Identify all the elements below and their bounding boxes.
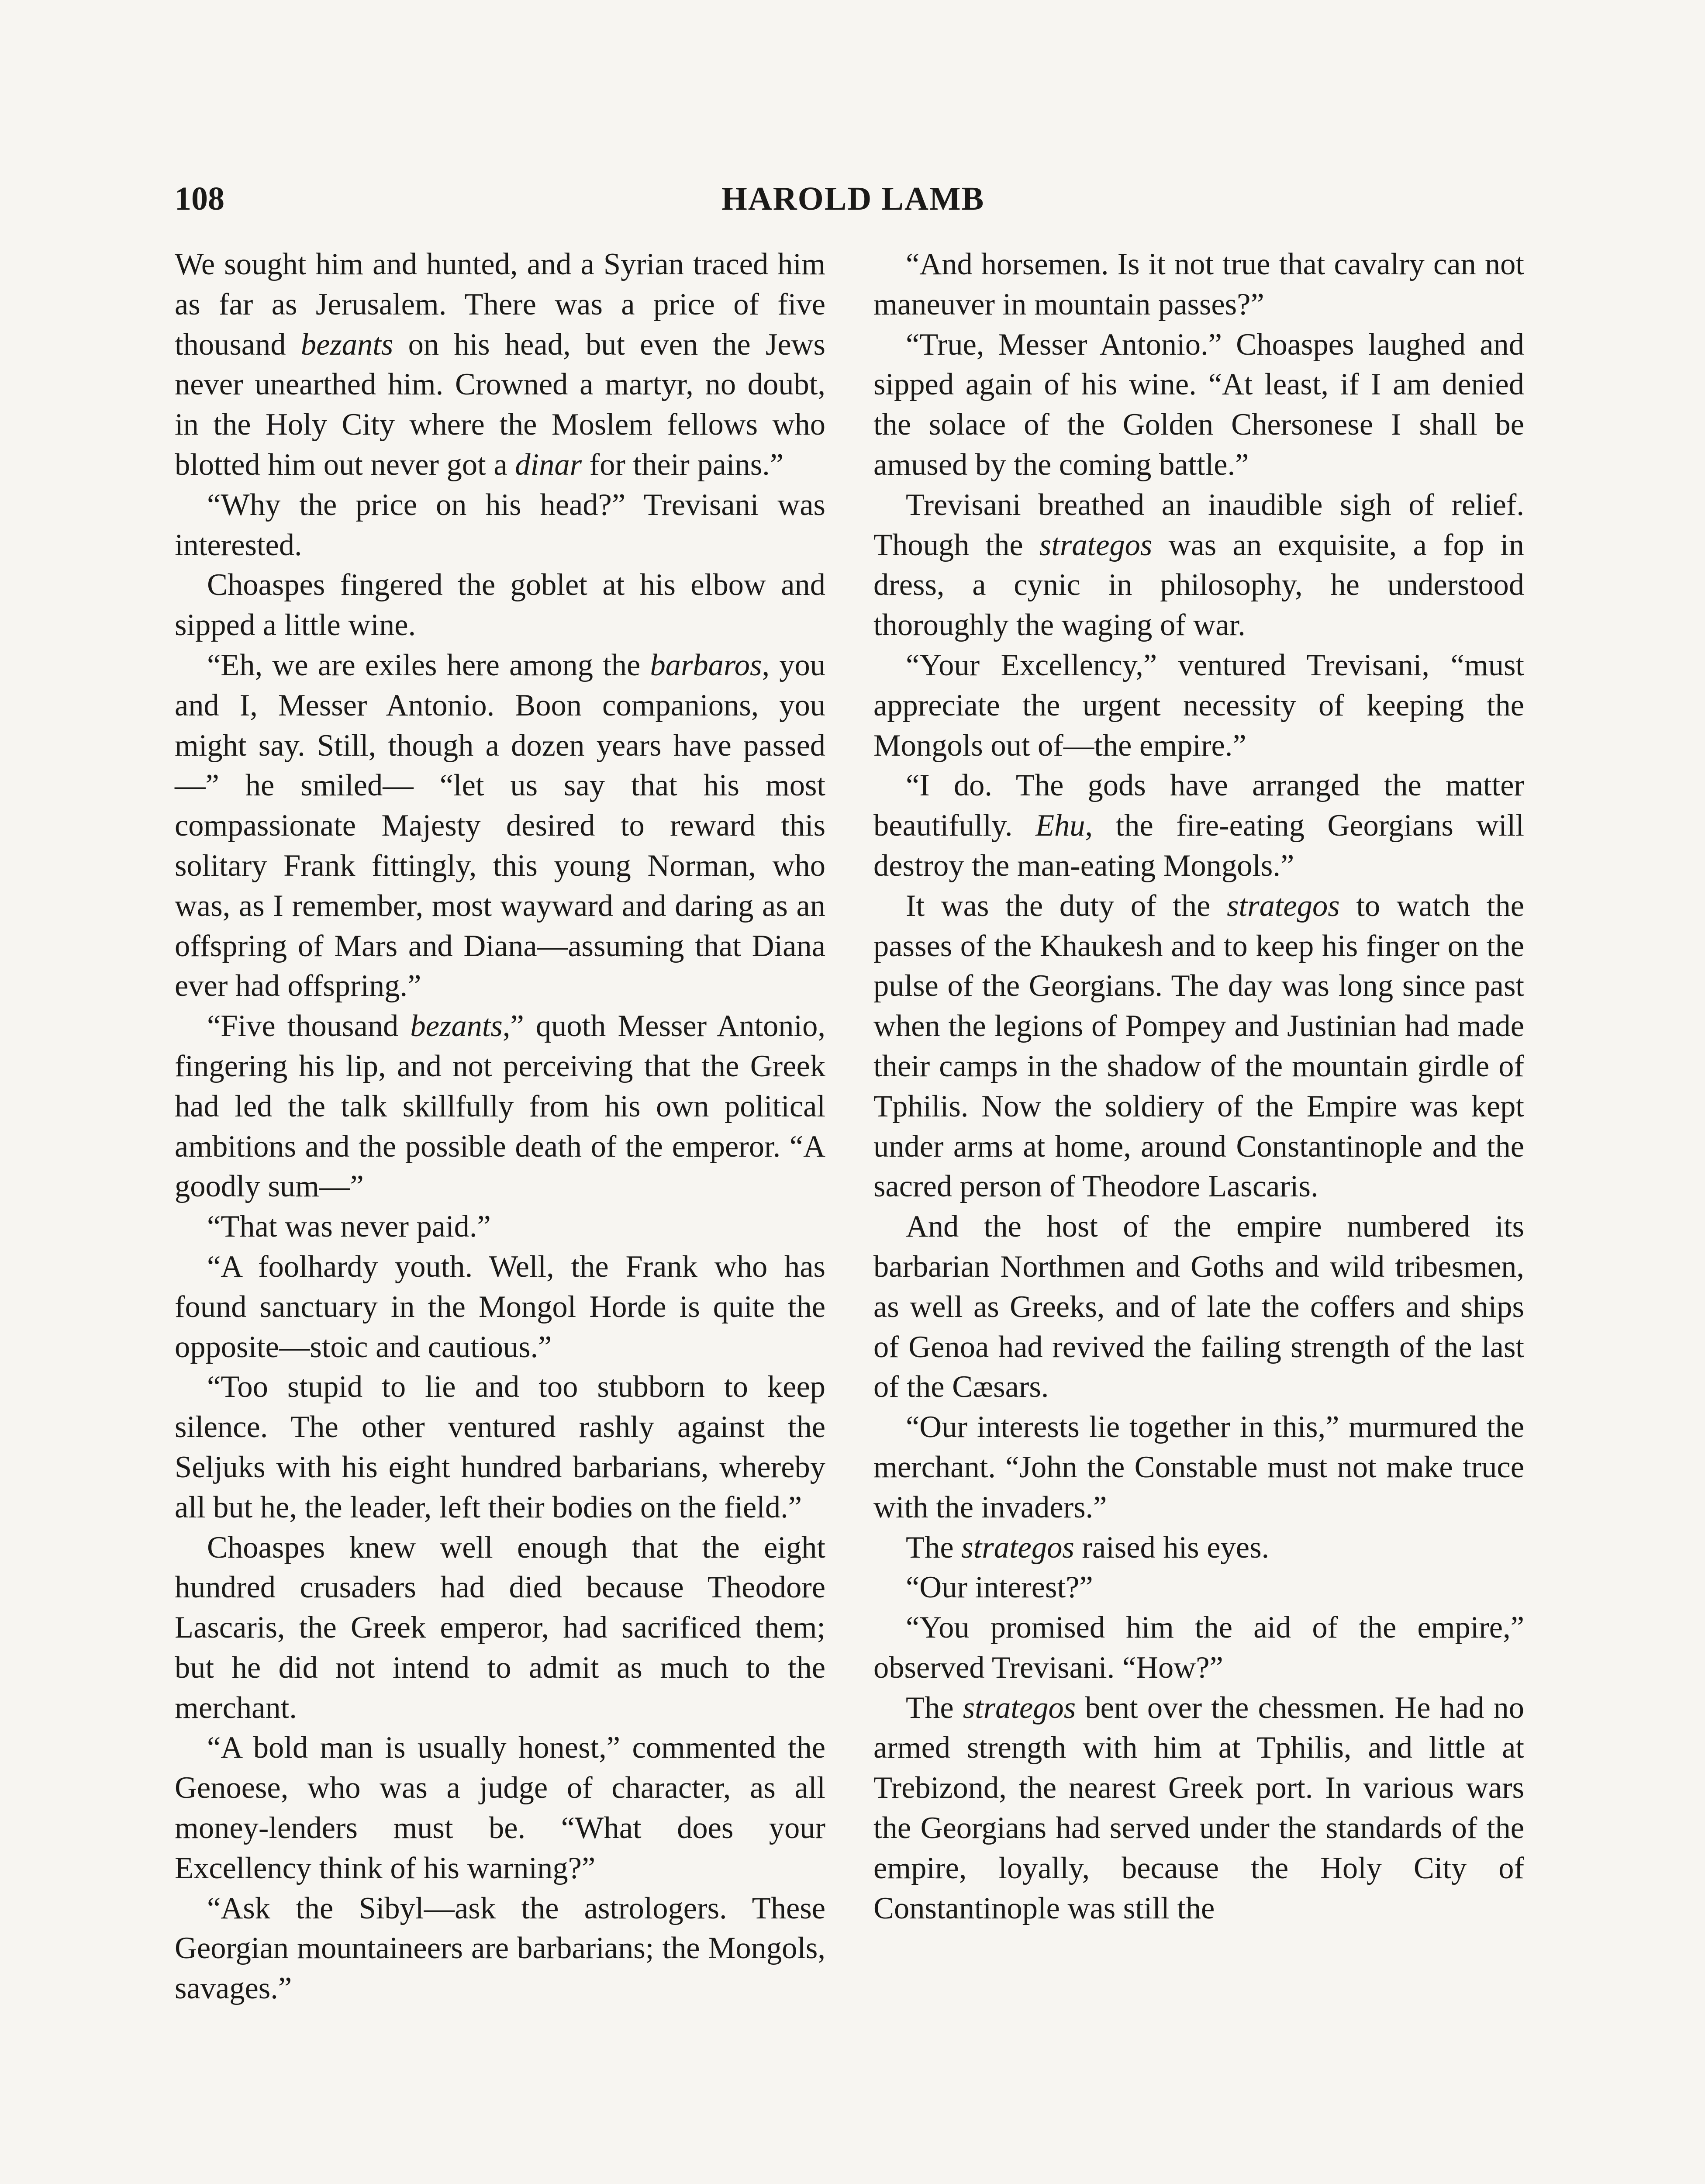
text-run: for their pains.” xyxy=(582,447,784,482)
paragraph xyxy=(175,1006,825,1207)
italic-text: dinar xyxy=(515,447,582,482)
paragraph xyxy=(873,325,1524,485)
text-run: Choaspes knew well enough that the eight hundred crusaders had died because Theodore Lascaris, the Greek emperor, had sacrificed them; but he did not intend to admit as much to the merchant. xyxy=(175,1530,825,1725)
paragraph xyxy=(175,565,825,646)
paragraph xyxy=(873,766,1524,886)
paragraph xyxy=(873,1568,1524,1608)
paragraph xyxy=(175,1889,825,2009)
text-column-right xyxy=(873,245,1524,1928)
text-run: , the fire-eating Georgians will destroy the man-eating Mongols.” xyxy=(873,809,1524,883)
text-run: The xyxy=(906,1690,963,1725)
text-run: “Eh, we are exiles here among the xyxy=(207,648,650,682)
text-run: “Your Excellency,” ventured Trevisani, “must appreciate the urgent necessity of keeping the Mongols out of—the empire.” xyxy=(873,648,1524,763)
text-run: on his head, but even the Jews never unearthed him. Crowned a martyr, no doubt, in the Holy City where the Moslem fellows who blotted him out never got a xyxy=(175,327,825,482)
italic-text: strategos xyxy=(1039,528,1153,562)
text-run: “You promised him the aid of the empire,” observed Trevisani. “How?” xyxy=(873,1610,1524,1685)
italic-text: strategos xyxy=(961,1530,1074,1565)
text-run: It was the duty of the xyxy=(906,888,1227,923)
text-run: “Our interest?” xyxy=(906,1570,1093,1605)
text-run: “I do. The gods have arranged the matter beautifully. xyxy=(873,768,1524,843)
text-run: was an exquisite, a fop in dress, a cynic in philosophy, he understood thoroughly the waging of war. xyxy=(873,528,1524,643)
text-run: “Five thousand xyxy=(207,1009,411,1044)
paragraph xyxy=(873,1528,1524,1568)
text-run: The xyxy=(906,1530,962,1565)
paragraph xyxy=(873,646,1524,766)
text-run: to watch the passes of the Khaukesh and to keep his finger on the pulse of the Georgians. The day was long since past when the legions of Pompey and Justinian had made their camps in the shadow of the mountain girdle of Tphilis. Now the soldiery of the Empire was kept under arms at home, around Constantinople and the sacred person of Theodore Lascaris. xyxy=(873,888,1524,1204)
page-header xyxy=(175,166,1531,232)
text-run: bent over the chessmen. He had no armed strength with him at Tphilis, and little at Trebizond, the nearest Greek port. In various wars the Georgians had served under the standards of the empire, loyally, because the Holy City of Constantinople was still the xyxy=(873,1690,1524,1925)
paragraph xyxy=(873,1608,1524,1688)
paragraph xyxy=(873,485,1524,646)
text-run: raised his eyes. xyxy=(1074,1530,1270,1565)
paragraph xyxy=(175,1207,825,1247)
italic-text: strategos xyxy=(963,1690,1076,1725)
italic-text: Ehu xyxy=(1035,809,1085,843)
paragraph xyxy=(175,1528,825,1728)
text-column-left xyxy=(175,245,825,2009)
text-run: “Too stupid to lie and too stubborn to keep silence. The other ventured rashly against the Seljuks with his eight hundred barbarians, whereby all but he, the leader, left their bodies on the field.” xyxy=(175,1370,825,1524)
paragraph xyxy=(873,1688,1524,1929)
paragraph xyxy=(873,1407,1524,1527)
text-run: “True, Messer Antonio.” Choaspes laughed and sipped again of his wine. “At least, if I am denied the solace of the Golden Chersonese I shall be amused by the coming battle.” xyxy=(873,327,1524,482)
italic-text: bezants xyxy=(300,327,393,362)
text-run: “Why the price on his head?” Trevisani was interested. xyxy=(175,487,825,562)
text-run: We sought him and hunted, and a Syrian traced him as far as Jerusalem. There was a price of five thousand xyxy=(175,247,825,362)
text-run: “That was never paid.” xyxy=(207,1209,491,1244)
text-run: “A bold man is usually honest,” commented the Genoese, who was a judge of character, as all money-lenders must be. “What does your Excellency think of his warning?” xyxy=(175,1731,825,1885)
paragraph xyxy=(873,245,1524,325)
page-number: 108 xyxy=(175,180,224,217)
paragraph xyxy=(175,1247,825,1367)
text-run: ,” quoth Messer Antonio, fingering his lip, and not perceiving that the Greek had led the talk skillfully from his own political ambitions and the possible death of the emperor. “A goodly sum—” xyxy=(175,1009,825,1204)
paragraph xyxy=(175,485,825,566)
text-run: “Ask the Sibyl—ask the astrologers. These Georgian mountaineers are barbarians; the Mongols, savages.” xyxy=(175,1891,825,2006)
text-run: “And horsemen. Is it not true that cavalry can not maneuver in mountain passes?” xyxy=(873,247,1524,321)
text-run: And the host of the empire numbered its barbarian Northmen and Goths and wild tribesmen, as well as Greeks, and of late the coffers and ships of Genoa had revived the failing strength of the last of the Cæsars. xyxy=(873,1209,1524,1404)
italic-text: strategos xyxy=(1227,888,1340,923)
paragraph xyxy=(873,1207,1524,1407)
italic-text: bezants xyxy=(410,1009,503,1044)
running-title: HAROLD LAMB xyxy=(721,180,985,217)
paragraph xyxy=(175,1728,825,1888)
italic-text: barbaros xyxy=(650,648,762,682)
text-run: “Our interests lie together in this,” murmured the merchant. “John the Constable must not make truce with the invaders.” xyxy=(873,1410,1524,1524)
paragraph xyxy=(873,886,1524,1207)
text-run: “A foolhardy youth. Well, the Frank who has found sanctuary in the Mongol Horde is quite the opposite—stoic and cautious.” xyxy=(175,1249,825,1364)
paragraph xyxy=(175,1367,825,1527)
text-run: , you and I, Messer Antonio. Boon companions, you might say. Still, though a dozen years have passed—” he smiled— “let us say that his most compassionate Majesty desired to reward this solitary Frank fittingly, this young Norman, who was, as I remember, most wayward and daring as an offspring of Mars and Diana—assuming that Diana ever had offspring.” xyxy=(175,648,825,1003)
text-run: Trevisani breathed an inaudible sigh of relief. Though the xyxy=(873,487,1524,562)
paragraph xyxy=(175,646,825,1006)
paragraph xyxy=(175,245,825,485)
text-run: Choaspes fingered the goblet at his elbow and sipped a little wine. xyxy=(175,568,825,643)
